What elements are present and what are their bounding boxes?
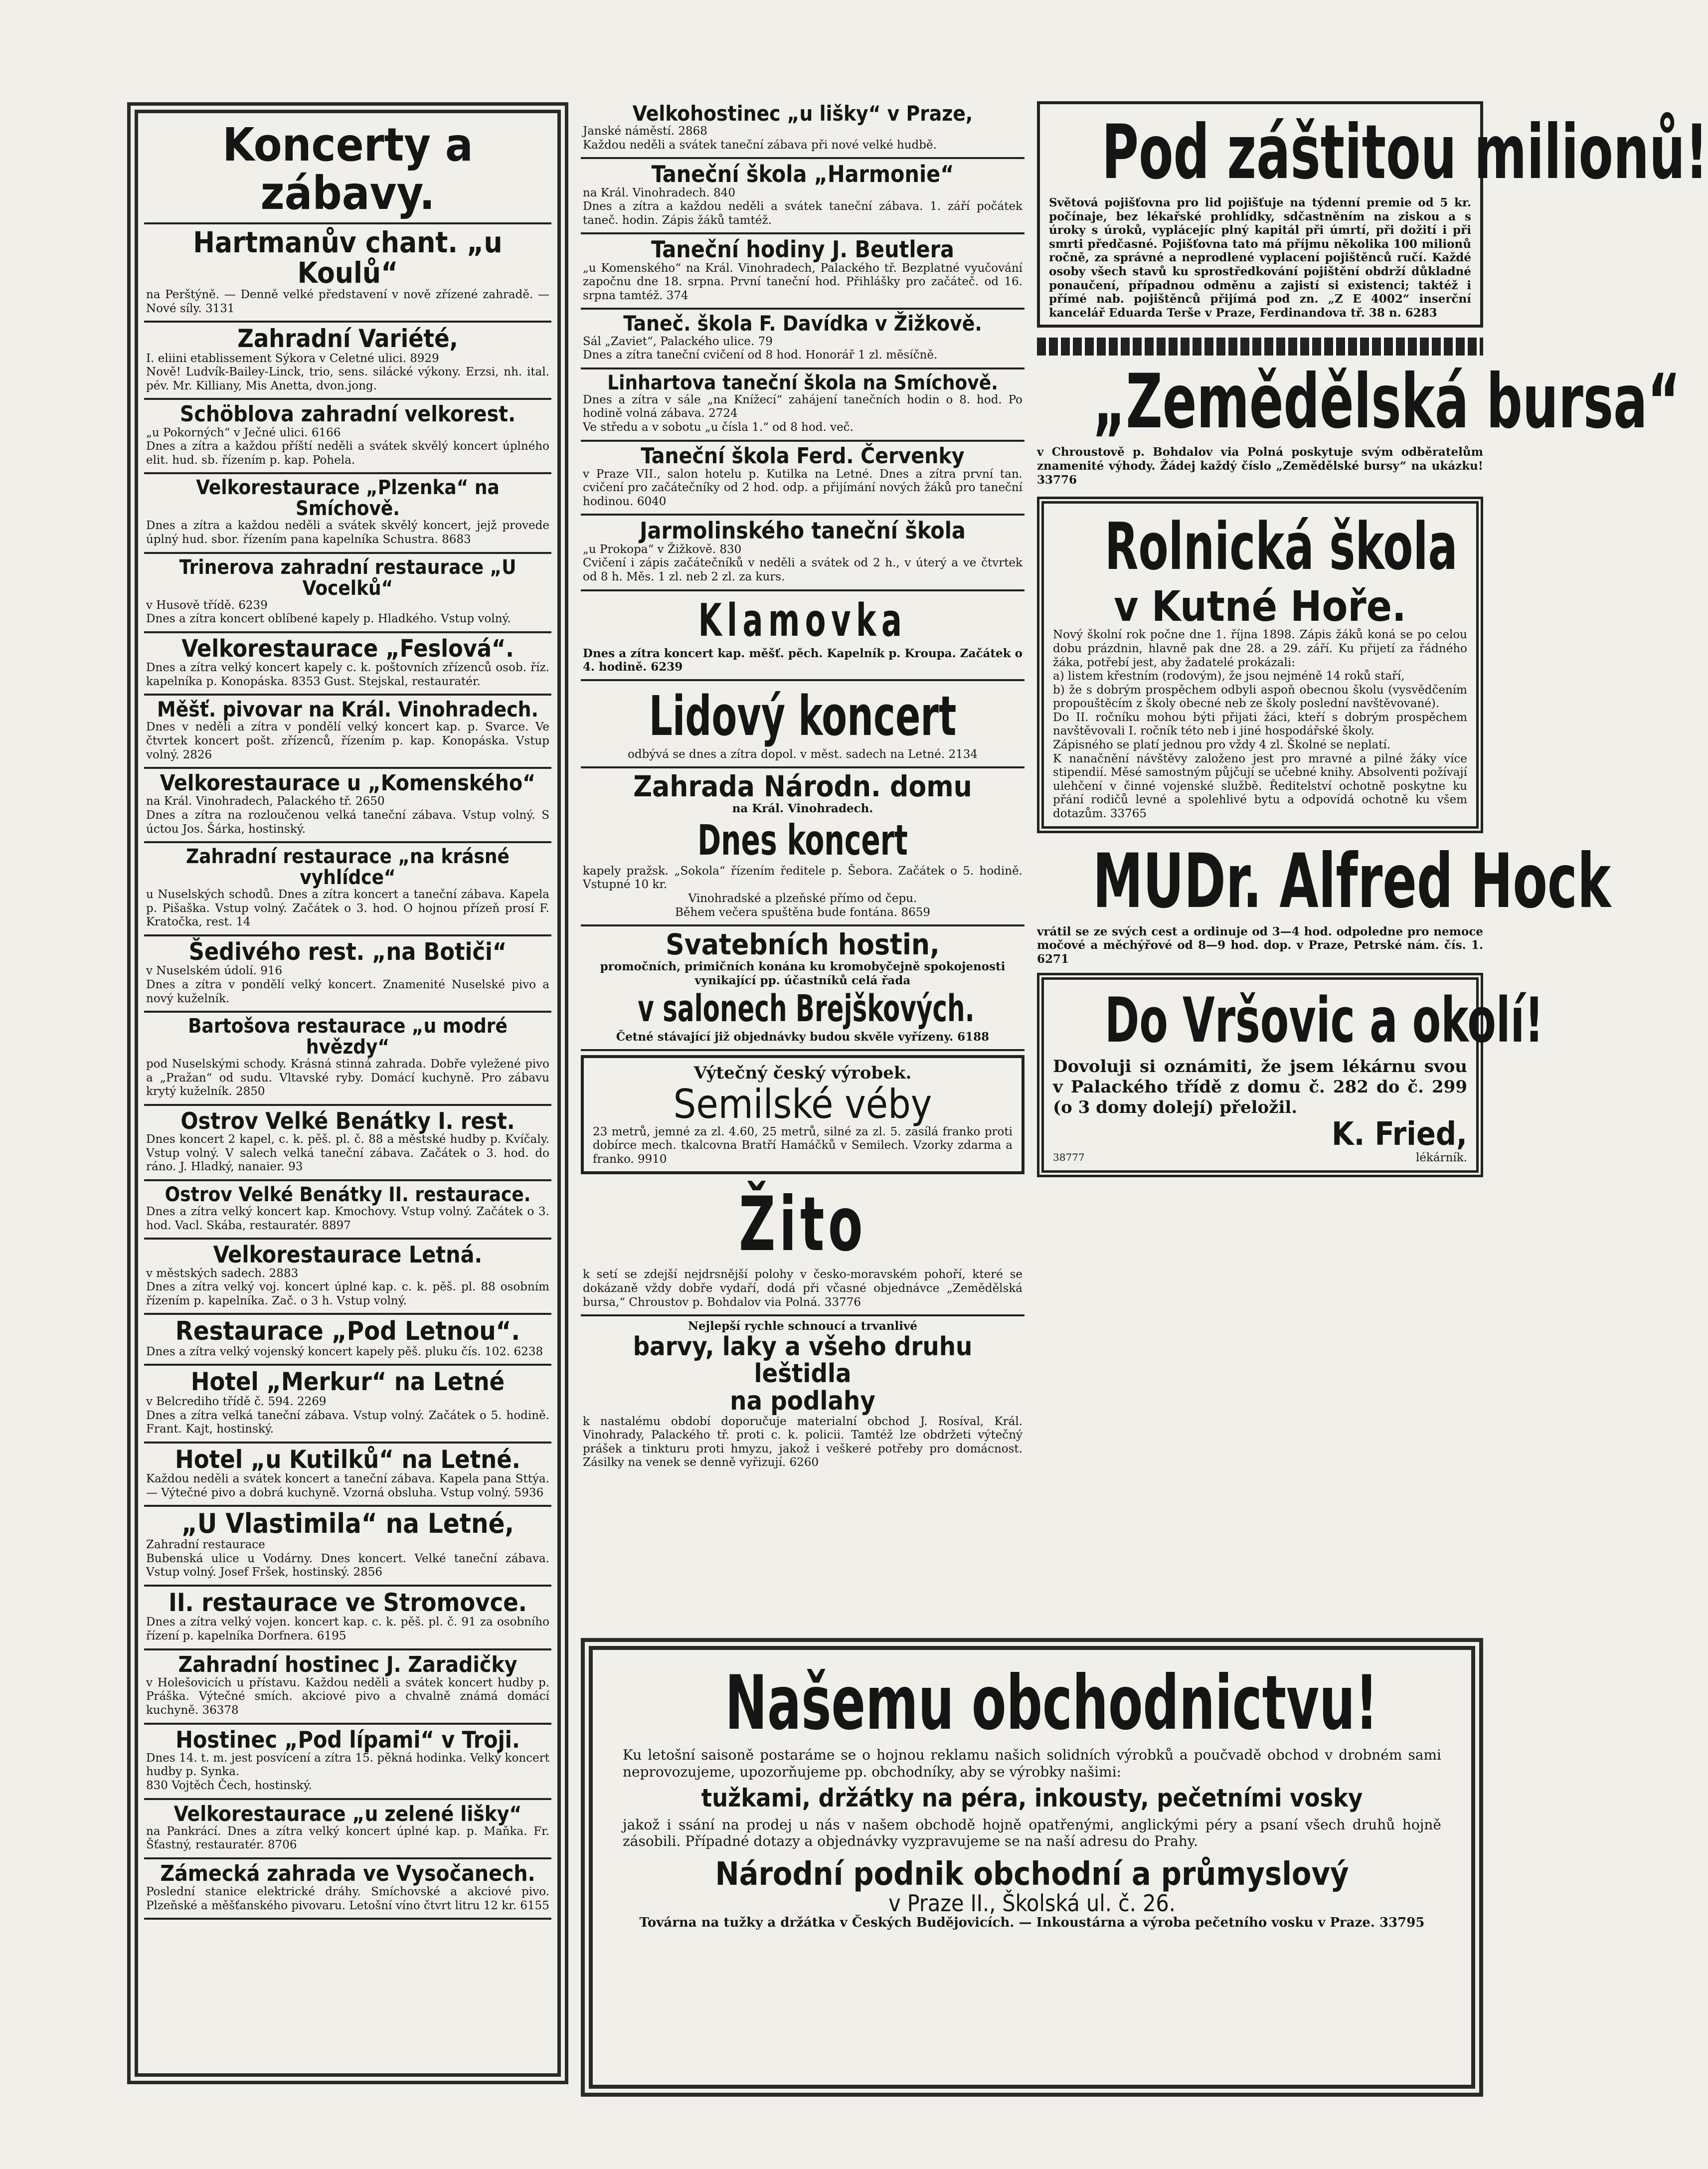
col1-ad [144,1859,551,1920]
col1-ad-text: v Nuselském údolí. 916 [146,964,283,978]
zahrada-line: kapely pražsk. „Sokola“ řízením ředitele p. Šebora. Začátek o 5. hodině. Vstupné 10 kr. [583,864,1023,892]
col1-ad-text: I. eliini etablissement Sýkora v Celetné ulici. 8929 [146,352,439,365]
vrsovic-number: 38777 [1053,1151,1085,1163]
ad-barvy [581,1316,1025,1475]
col2-ad-title: Linhartova taneční škola na Smíchově. [607,371,998,394]
zahrada-sub: na Král. Vinohradech. [732,802,873,816]
hock-text: vrátil se ze svých cest a ordinuje od 3—4 hod. odpoledne pro nemoce močové a měchýřové od 8—9 hod. dop. v Praze, Petrské nám. čís. 1. 6271 [1037,924,1483,966]
col1-ad-text: Nově! Ludvík-Bailey-Linck, trio, sens. silácké výkony. Erzsi, nh. ital. pév. Mr. Killiany, Mis Anetta, dvon.jong. [146,365,549,392]
col1-ad [144,1444,551,1507]
klamovka-title: Klamovka [698,594,907,647]
col2-ad-text: Dnes a zítra v sále „na Knížecí“ zahájení tanečních hodin o 8. hod. Po hodině volná zábava. 2724 [583,393,1023,420]
col1-ad-text: Dnes a zítra a každou příští neděli a svátek skvělý koncert úplného elit. hud. sb. řízením p. kap. Pohela. [146,440,549,467]
col2-ad-text: v Praze VII., salon hotelu p. Kutilka na Letné. Dnes a zítra první tan. cvičení pro začátečníky od 2 hod. odp. a přijímání nových žáků pro taneční hodinou. 6040 [583,467,1023,508]
vrsovic-text: Dovoluji si oznámiti, že jsem lékárnu svou v Palackého třídě z domu č. 282 do č. 299 (o 3 domy dolejí) přeložil. [1053,1057,1467,1117]
col1-ad [144,1366,551,1443]
col1-ad-text: v Holešovicích u přístavu. Každou neděli a svátek koncert hudby p. Práška. Výtečné smích. akciové pivo a chvalně známá domácí kuchyně. 36378 [146,1676,549,1717]
decor-bar [1037,338,1483,356]
ad-nasemu-obchodnictvu [581,1638,1483,2097]
ad-klamovka [581,591,1025,681]
col2-ad-title: Velkohostinec „u lišky“ v Praze, [632,101,973,126]
ad-zemedelska-bursa [1037,338,1681,487]
zahrada-dnes-koncert: Dnes koncert [697,815,908,865]
ad-pod-zastitou [1037,101,1708,328]
semily-text: 23 metrů, jemné za zl. 4.60, 25 metrů, silné za zl. 5. zasílá franko proti dobírce mech. tkalcovna Bratří Hamáčků v Semilech. Vzorky zdarma a franko. 9910 [593,1125,1013,1166]
col1-ad-title: Koncerty a zábavy. [222,118,473,220]
col1-ad-text: Dnes a zítra a každou neděli a svátek skvělý koncert, jejž provede úplný hud. sbor. řízením pana kapelníka Schustra. 8683 [146,519,549,546]
col2-ad-text: Sál „Zaviet“, Palackého ulice. 79 [583,335,773,348]
svatebni-title: Svatebních hostin, [666,927,940,962]
col2-ad-text: „u Komenského“ na Král. Vinohradech, Palackého tř. Bezplatné vyučování započnu dne 18. srpna. První taneční hod. Přihlášky pro začáteč. od 16. srpna tamtéž. 374 [583,261,1023,302]
col2-ad-text: Každou neděli a svátek taneční zábava při nové velké hudbě. [583,138,937,152]
col1-ad-text: Dnes a zítra v pondělí velký koncert. Znamenité Nuselské pivo a nový kuželník. [146,978,549,1005]
col1-ad-text: na Pankrácí. Dnes a zítra velký koncert úplné kap. p. Maňka. Fr. Šťastný, restauratér. 8706 [146,1824,549,1852]
col1-ad [144,936,551,1013]
ad-zito [581,1178,1025,1316]
col1-ad [144,474,551,553]
col1-ad-title: Schöblova zahradní velkorest. [179,401,516,427]
col1-ad-title: Trinerova zahradní restaurace „U Vocelků“ [179,555,516,600]
col1-ad [144,1106,551,1181]
col1-ad [144,633,551,696]
svatebni-sub: promočních, primičních konána ku kromobyčejně spokojenosti vynikající pp. účastníků celá řada [600,960,1006,987]
rolnicka-subtitle: v Kutné Hoře. [1114,582,1406,631]
col1-ad [144,1013,551,1106]
pod-zastitou-title: Pod záštitou milionů! [1101,109,1708,196]
col1-ad-text: pod Nuselskými schody. Krásná stinná zahrada. Dobře vyležené pivo a „Pražan“ od sudu. Vltavské ryby. Domácí kuchyně. Pro zábavu krytý kuželník. 2850 [146,1058,549,1098]
col1-ad-title: Zahradní hostinec J. Zaradičky [178,1651,517,1677]
col1-ad-text: Každou neděli a svátek koncert a taneční zábava. Kapela pana Sttýa. — Výtečné pivo a dobrá kuchyně. Vzorná obsluha. Vstup volný. 5936 [146,1472,549,1499]
barvy-title2: na podlahy [730,1386,875,1416]
col1-ad [144,1240,551,1315]
rolnicka-text: Do II. ročníku mohou býti přijati žáci, kteří s dobrým prospěchem navštěvovali I. ročník této neb i jiné hospodářské školy. [1053,711,1467,738]
col1-ad [144,843,551,936]
zito-text: k setí se zdejší nejdrsnější polohy v česko-moravském pohoří, které se dokázaně vždy dobře vydaří, dodá při včasné objednávce „Zemědělská bursa,“ Chroustov p. Bohdalov via Polná. 33776 [583,1268,1023,1309]
col1-ad-text: Dnes a zítra velký voj. koncert úplné kap. c. k. pěš. pl. 88 osobním řízením p. kapelníka. Zač. o 3 h. Vstup volný. [146,1280,549,1307]
col1-ad [144,696,551,769]
col1-ad-title: Hotel „u Kutilků“ na Letné. [175,1445,520,1474]
col1-ad-title: Zahradní Variété, [237,324,458,354]
barvy-top: Nejlepší rychle schnoucí a trvanlivé [687,1319,918,1333]
bursa-text: v Chroustově p. Bohdalov via Polná poskytuje svým odběratelům znamenité výhody. Žádej každý číslo „Zemědělské bursy“ na ukázku! 33776 [1037,445,1483,487]
col2-ad [581,310,1025,369]
ad-lidovy-koncert [581,681,1025,769]
col2-ad-title: Taneční škola „Harmonie“ [651,161,954,188]
col1-ad-title: Zahradní restaurace „na krásné vyhlídce“ [186,845,510,890]
ad-narodni-dum [581,768,1025,926]
col1-ad-text: Dnes a zítra velká taneční zábava. Vstup volný. Začátek o 5. hodině. Frant. Kajt, hostinský. [146,1409,549,1436]
col1-ad-title: Velkorestaurace „u zelené lišky“ [173,1801,522,1826]
wide-factory: Továrna na tužky a držátka v Českých Budějovicích. — Inkoustárna a výroba pečetního vosku v Praze. 33795 [639,1915,1425,1931]
col1-ad [144,1315,551,1366]
col1-ad-title: Bartošova restaurace „u modré hvězdy“ [188,1015,508,1059]
col2-ad [581,442,1025,516]
barvy-text: k nastalému období doporučuje materialní obchod J. Rosíval, Král. Vinohrady, Palackého tř. proti c. k. policii. Tamtéž lze obdržeti výtečný prášek a tinkturu proti hmyzu, jakož i veškeré potřeby pro domácnost. Zásilky na venek se denně vyřizují. 6260 [583,1415,1023,1469]
klamovka-text: Dnes a zítra koncert kap. měšť. pěch. Kapelník p. Kroupa. Začátek o 4. hodině. 6239 [583,646,1023,674]
col1-ad-text: Bubenská ulice u Vodárny. Dnes koncert. Velké taneční zábava. Vstup volný. Josef Fršek, hostinský. 2856 [146,1552,549,1579]
wide-highlight: tužkami, držátky na péra, inkousty, pečetními vosky [701,1784,1363,1813]
col1-ad [144,1181,551,1240]
rolnicka-text: b) že s dobrým prospěchem odbyli aspoň obecnou školu (vysvědčením propouštěcím z školy obecné neb ze školy poslední navštěvované). [1053,683,1467,711]
vrsovic-title: Do Vršovic a okolí! [1104,985,1544,1057]
col1-ad-title: Hotel „Merkur“ na Letné [190,1367,505,1397]
col1-ad [144,1800,551,1859]
col1-ad-title: Hostinec „Pod lípami“ v Troji. [175,1726,520,1753]
col1-ad [144,1725,551,1800]
pod-zastitou-text: Světová pojišťovna pro lid pojišťuje na týdenní premie od 5 kr. počínaje, bez lékařské prohlídky, sdčastněním na ziskou a s úroky s úroků, vyplácejíc plný kapitál při úmrtí, při dožití i při smrti předčasné. Pojišťovna tato má příjmu několika 100 milionů ročně, za správné a neprodlené vyplacení pojištěnců ručí. Každé osoby všech stavů ku sprostředkování pojištění obdrží důkladné ponaučení, případnou odměnu a zajistí si existenci; taktéž i přímé nab. pojištěnců přijímá pod zn. „Z E 4002“ inserční kancelář Eduarda Terše v Praze, Ferdinandova tř. 38 n. 6283 [1049,196,1471,320]
col2-ad-title: Taneční škola Ferd. Červenky [641,443,965,469]
col1-ad-title: Hartmanův chant. „u Koulů“ [193,225,503,290]
col2-ad-text: „u Prokopa“ v Žižkově. 830 [583,542,742,556]
col2-ad [581,159,1025,234]
ad-svatebni-hostiny [581,926,1025,1051]
vrsovic-foot [1053,1151,1467,1165]
col2-ad-text: Dnes a zítra a každou neděli a svátek taneční zábava. 1. září počátek taneč. hodin. Zápis žáků tamtéž. [583,200,1023,227]
col1-ad [144,769,551,843]
col2-ad-text: Janské náměstí. 2868 [583,125,707,138]
ad-do-vrsovic [1037,973,1544,1177]
column-right-ads [1037,97,1708,1618]
col1-ad-text: Zahradní restaurace [146,1538,265,1552]
col2-ad-title: Taneč. škola F. Davídka v Žižkově. [623,311,982,336]
col1-ad-title: Šedivého rest. „na Botiči“ [188,937,507,966]
col1-ad-text: Dnes a zítra na rozloučenou velká taneční zábava. Vstup volný. S úctou Jos. Šárka, hostinský. [146,809,549,836]
col2-ad-text: Ve středu a v sobotu „u čísla 1.“ od 8 hod. več. [583,420,854,434]
col2-ad [581,516,1025,591]
barvy-title: barvy, laky a všeho druhu leštidla [633,1331,973,1389]
col1-ad-text: v městských sadech. 2883 [146,1266,299,1280]
col1-ad-title: Velkorestaurace „Feslová“. [181,634,514,663]
col2-ad [581,369,1025,442]
dance-schools-list [581,100,1025,591]
col1-ad-text: 830 Vojtěch Čech, hostinský. [146,1779,312,1793]
vrsovic-role: lékárník. [1415,1151,1467,1164]
rolnicka-title: Rolnická škola [1104,509,1458,585]
col1-ad-title: Velkorestaurace u „Komenského“ [160,770,536,796]
col1-ad-title: Zámecká zahrada ve Vysočanech. [160,1860,535,1886]
col1-ad [144,224,551,323]
zito-title: Žito [738,1181,866,1268]
col1-ad-text: Dnes 14. t. m. jest posvícení a zítra 15. pěkná hodinka. Velký koncert hudby p. Synka. [146,1751,549,1779]
wide-text-1: Ku letošní saisoně postaráme se o hojnou reklamu našich solidních výrobků a poučvadě obchod v drobném sami neprovozujeme, upozorňujeme pp. obchodníky, aby se výrobky našimi: [623,1747,1441,1780]
col1-ad-title: Měšť. pivovar na Král. Vinohradech. [157,697,538,722]
semily-top: Výtečný český výrobek. [693,1063,912,1083]
lidovy-title: Lidový koncert [649,684,957,748]
svatebni-text: Četné stávající již objednávky budou skvěle vyřízeny. 6188 [616,1030,990,1044]
col1-ad-text: Poslední stanice elektrické dráhy. Smíchovské a akciové pivo. Plzeňské a měšťanského pivovaru. Letošní víno čtvrt litru 12 kr. 6155 [146,1885,549,1912]
ad-mudr-hock [1037,838,1611,966]
col1-ad [144,118,551,224]
col1-ad [144,1587,551,1650]
col1-ad-text: Dnes a zítra velký vojen. koncert kap. c. k. pěš. pl. č. 91 za osobního řízení p. kapelníka Dorfnera. 6195 [146,1616,549,1642]
col1-ad-title: Ostrov Velké Benátky II. restaurace. [165,1183,531,1207]
col1-ad-title: II. restaurace ve Stromovce. [169,1588,527,1617]
col1-ad [144,554,551,633]
rolnicka-text: a) listem křestním (rodovým), že jsou nejméně 14 roků staří, [1053,670,1405,683]
col1-ad-text: na Král. Vinohradech, Palackého tř. 2650 [146,795,385,808]
vrsovic-signature: K. Fried, [1331,1115,1467,1153]
col1-ad-title: Velkorestaurace Letná. [213,1241,483,1268]
col1-ad-title: „U Vlastimila“ na Letné, [181,1508,514,1540]
col1-ad [144,400,551,474]
lidovy-text: odbývá se dnes a zítra dopol. v měst. sadech na Letné. 2134 [628,747,978,761]
rolnicka-text: Zápisného se platí jednou pro vždy 4 zl. Školné se neplatí. [1053,738,1391,752]
rolnicka-text: Nový školní rok počne dne 1. října 1898. Zápis žáků koná se po celou dobu prázdnin, hlavně pak dne 28. a 29. září. Ku přijetí za řádného žáka, potřebí jest, aby žadatelé prokázali: [1053,628,1467,669]
wide-text-2: jakož i ssání na prodej u nás v našem obchodě hojně opatřenými, anglickými péry a psaní všech druhů hojně zásobili. Případné dotazy a objednávky vyzpravujeme se na naší adresu do Prahy. [623,1816,1441,1850]
col1-ad-text: Dnes a zítra velký koncert kap. Kmochovy. Vstup volný. Začátek o 3. hod. Vacl. Skába, restauratér. 8897 [146,1205,549,1232]
col2-ad-title: Jarmolinského taneční škola [640,517,966,544]
col2-ad-title: Taneční hodiny J. Beutlera [651,236,954,263]
col1-ad-text: „u Pokorných“ v Ječné ulici. 6166 [146,426,341,439]
zahrada-title: Zahrada Národn. domu [633,769,972,804]
col1-ad-text: Dnes v neděli a zítra v pondělí velký koncert kap. p. Svarce. Ve čtvrtek koncert pošt. zřízenců, řízením p. kap. Konopáska. Vstup volný. 2826 [146,721,549,761]
col1-ad-text: Dnes koncert 2 kapel, c. k. pěš. pl. č. 88 a městské hudby p. Kvíčaly. Vstup volný. V salech velká taneční zábava. Začátek o 3. hod. do ráno. J. Hladký, nanaier. 93 [146,1133,549,1174]
column-entertainment [127,102,568,2084]
col1-ad-title: Restaurace „Pod Letnou“. [175,1316,520,1347]
rolnicka-text: K nanačnění návštěvy založeno jest pro mravné a pilné žáky více stipendií. Měsé samostným půjčují se učebné knihy. Absolventi požívají ulehčení v činné vojenské službě. Ředitelství ochotně poskytne ku přání rodičů levné a spolehlivé bytu a odpovídá ochotně ku všem dotazům. 33765 [1053,752,1467,821]
col2-ad-text: na Král. Vinohradech. 840 [583,186,735,199]
col1-ad-title: Ostrov Velké Benátky I. rest. [180,1107,515,1134]
bursa-title: „Zemědělská bursa“ [1092,359,1681,446]
col1-ad-text: Dnes a zítra velký vojenský koncert kapely pěš. pluku čís. 102. 6238 [146,1345,543,1358]
col1-ad-text: v Belcrediho třídě č. 594. 2269 [146,1395,327,1408]
col2-ad-text: Cvičení i zápis začátečníků v neděli a svátek od 2 h., v úterý a ve čtvrtek od 8 h. Měs. 1 zl. neb 2 zl. za kurs. [583,556,1023,583]
ad-rolnicka-skola [1037,497,1483,833]
wide-title: Našemu obchodnictvu! [725,1660,1378,1747]
col1-ad [144,1507,551,1586]
col1-ad-text: Dnes a zítra velký koncert kapely c. k. poštovních zřízenců osob. říz. kapelníka p. Konopáska. 8353 Gust. Stejskal, restauratér. [146,661,549,688]
hock-title: MUDr. Alfred Hock [1092,838,1611,925]
col1-ad-text: na Perštýně. — Denně velké představení v nově zřízené zahradě. — Nové síly. 3131 [146,288,549,315]
zahrada-line: Vinohradské a plzeňské přímo od čepu. [688,892,917,905]
zahrada-line: Během večera spuštěna bude fontána. 8659 [675,905,930,919]
col1-ad-text: u Nuselských schodů. Dnes a zítra koncert a taneční zábava. Kapela p. Pišaška. Vstup volný. Začátek o 3. hod. O hojnou přízeň prosí F. Kratočka, rest. 14 [146,888,549,929]
col2-ad-text: Dnes a zítra taneční cvičení od 8 hod. Honorář 1 zl. měsíčně. [583,349,938,362]
wide-address: v Praze II., Školská ul. č. 26. [888,1890,1176,1917]
col2-ad [581,234,1025,310]
rolnicka-body [1053,628,1467,821]
col2-ad [581,100,1025,159]
col1-ad-title: Velkorestaurace „Plzenka“ na Smíchově. [196,476,500,521]
ad-semilske-veby [581,1055,1025,1175]
col1-ad [144,1650,551,1725]
col1-ad-text: v Husově třídě. 6239 [146,598,268,612]
svatebni-salon: v salonech Brejškových. [638,987,975,1031]
semily-title: Semilské véby [673,1081,932,1127]
col1-ad-text: Dnes a zítra koncert oblíbené kapely p. Hladkého. Vstup volný. [146,612,511,626]
wide-company: Národní podnik obchodní a průmyslový [715,1855,1349,1893]
col1-ad [144,323,551,400]
